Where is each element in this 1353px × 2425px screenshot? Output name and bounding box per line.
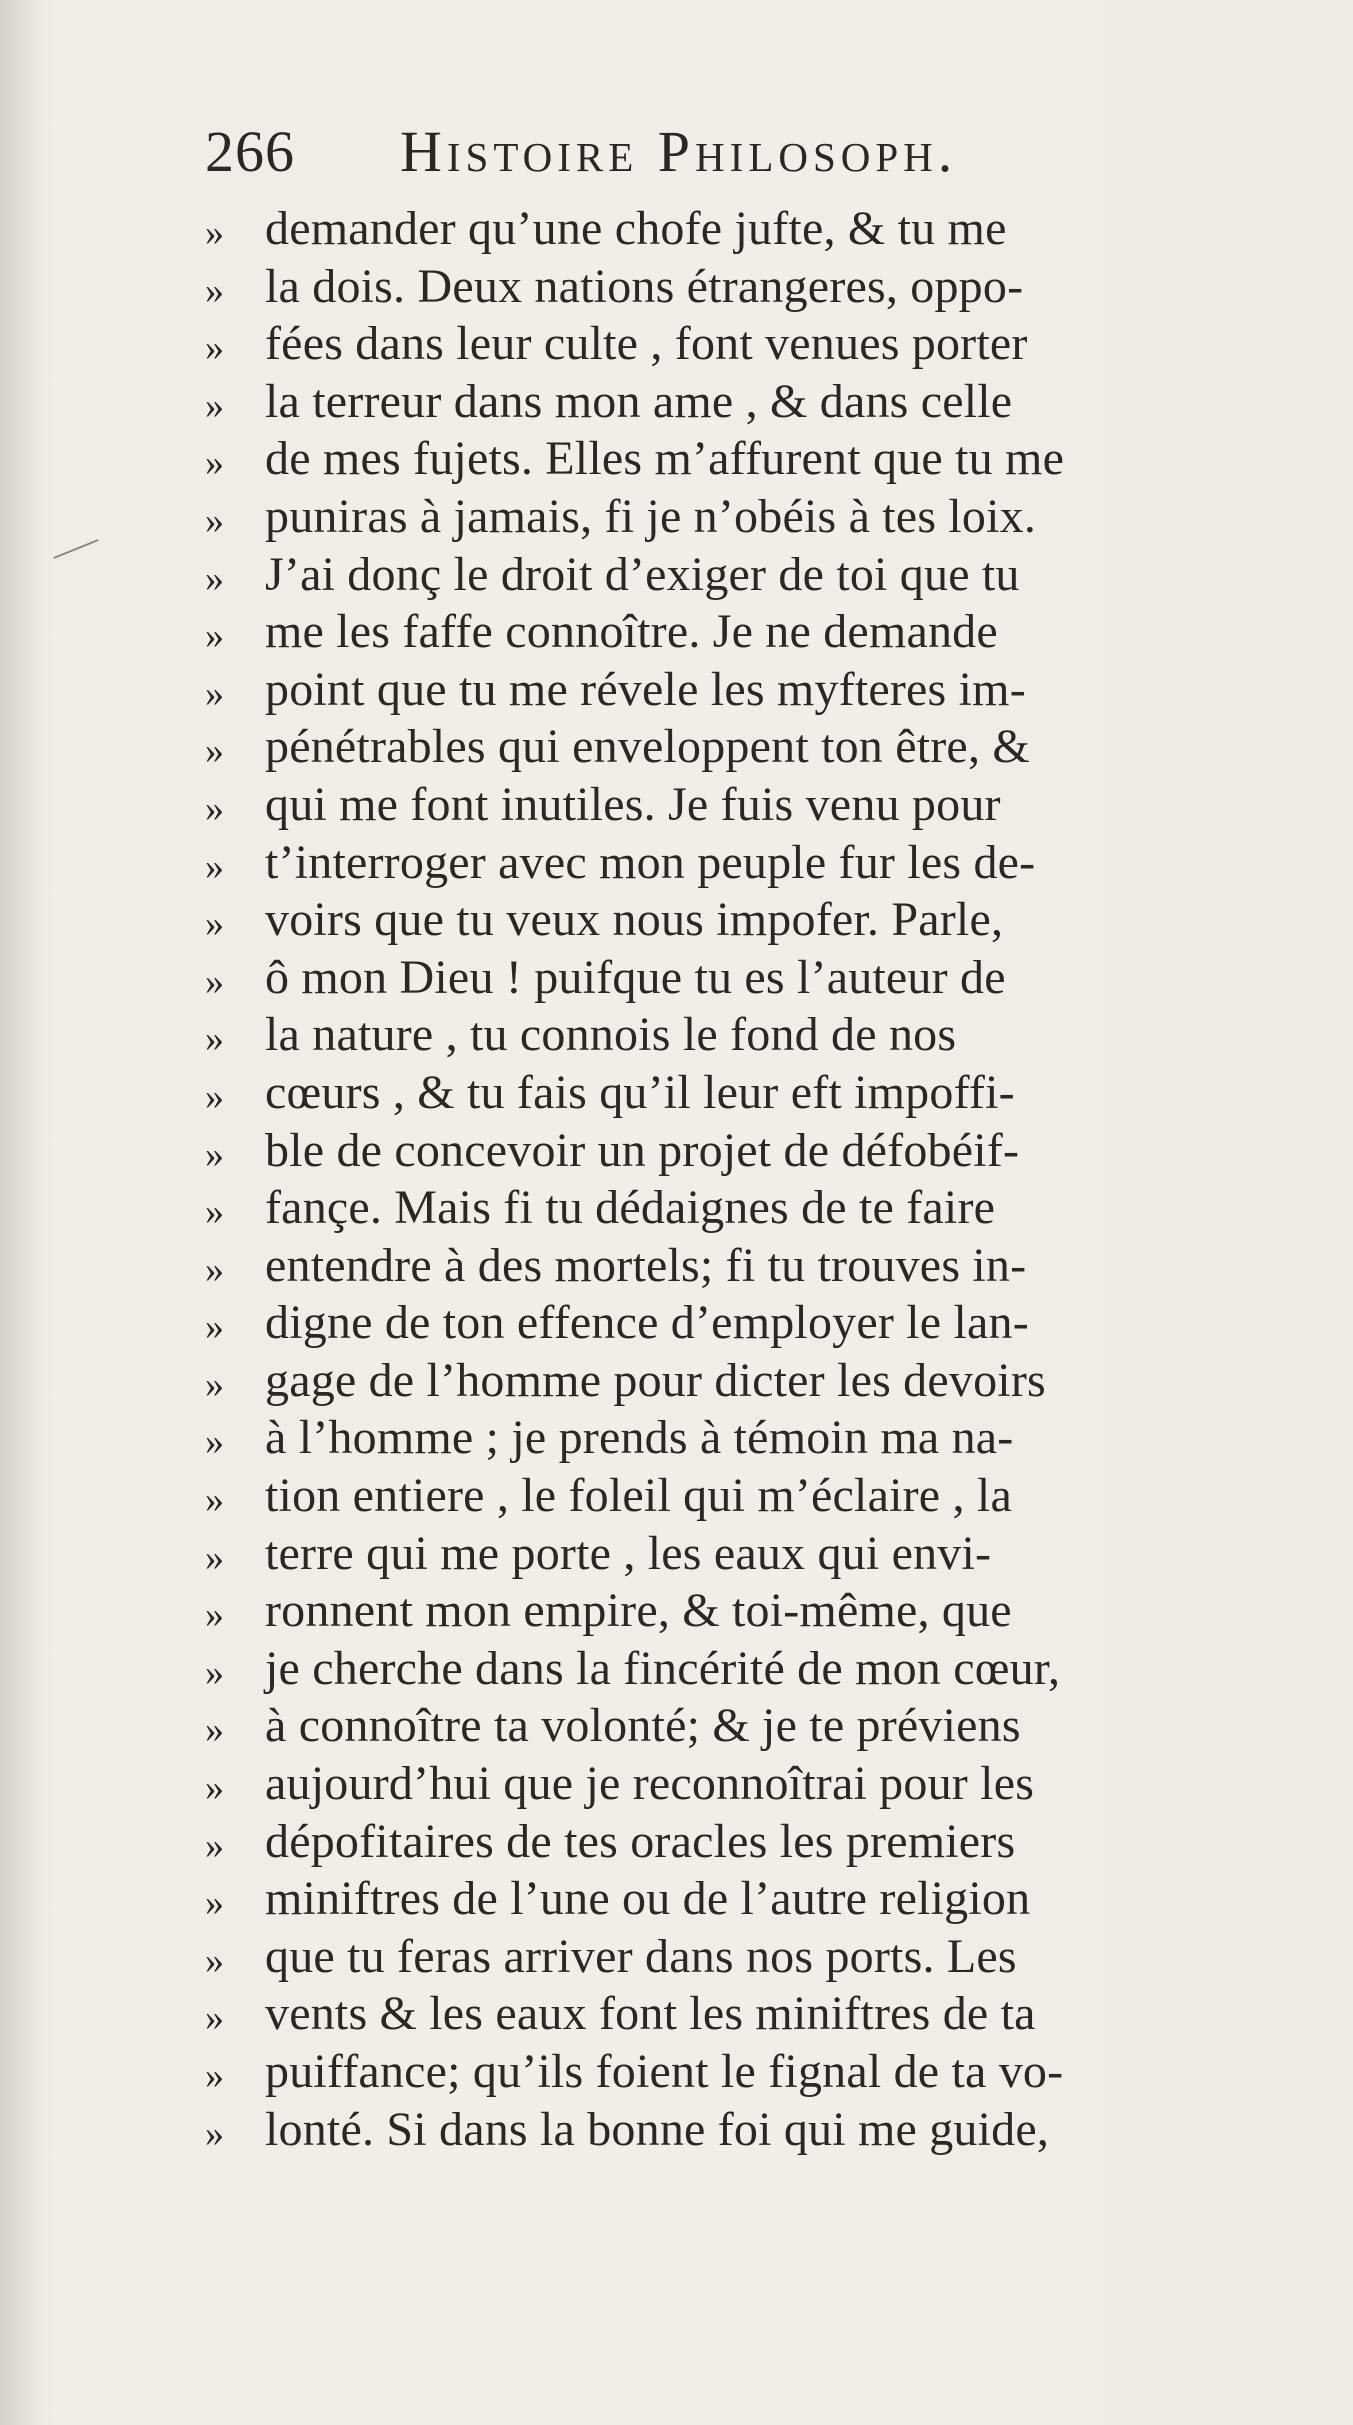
text-line	[205, 315, 1265, 373]
quotation-mark: »	[205, 2055, 224, 2097]
text-line	[205, 430, 1265, 488]
line-text: aujourd’hui que je reconnoîtrai pour les	[265, 1757, 1035, 1811]
quotation-mark: »	[205, 1248, 224, 1291]
line-text: ronnent mon empire, & toi-même, que	[265, 1584, 1012, 1638]
line-text: dépofitaires de tes oracles les premiers	[265, 1814, 1016, 1868]
quotation-mark: »	[205, 1306, 224, 1349]
text-line	[205, 258, 1265, 316]
text-line	[205, 718, 1265, 776]
line-text: ô mon Dieu ! puifque tu es l’auteur de	[265, 950, 1006, 1004]
quotation-mark: »	[205, 730, 224, 773]
text-line	[205, 1237, 1265, 1295]
text-line	[205, 1870, 1265, 1928]
quotation-mark: »	[205, 1767, 224, 1810]
quotation-mark: »	[205, 1479, 224, 1522]
quotation-mark: »	[205, 1133, 224, 1176]
text-line	[205, 1697, 1265, 1755]
text-line	[205, 1064, 1265, 1122]
line-text: point que tu me révele les myfteres im-	[265, 662, 1026, 716]
text-line	[205, 1985, 1265, 2043]
line-text: miniftres de l’une ou de l’autre religion	[265, 1872, 1031, 1926]
text-line	[205, 1179, 1265, 1237]
text-line	[205, 1813, 1265, 1871]
text-line	[205, 1294, 1265, 1352]
line-text: lonté. Si dans la bonne foi qui me guide,	[265, 2102, 1050, 2156]
line-text: tion entiere , le foleil qui m’éclaire , la	[265, 1469, 1012, 1523]
text-line	[205, 834, 1265, 892]
line-text: la terreur dans mon ame , & dans celle	[265, 374, 1013, 428]
line-text: puiffance; qu’ils foient le fignal de ta vo-	[265, 2045, 1064, 2098]
text-line	[205, 1122, 1265, 1180]
line-text: demander qu’une chofe jufte, & tu me	[265, 202, 1007, 255]
page-number: 266	[205, 119, 295, 184]
text-line	[205, 1525, 1265, 1583]
text-line	[205, 1582, 1265, 1640]
line-text: à l’homme ; je prends à témoin ma na-	[265, 1411, 1014, 1465]
line-text: J’ai donç le droit d’exiger de toi que tu	[265, 547, 1020, 601]
line-text: ble de concevoir un projet de défobéif-	[265, 1123, 1020, 1177]
quotation-mark: »	[205, 1997, 224, 2040]
line-text: à connoître ta volonté; & je te préviens	[265, 1699, 1021, 1753]
text-body	[205, 200, 1265, 2158]
running-head: Histoire Philosoph.	[400, 119, 958, 184]
quotation-mark: »	[205, 1421, 224, 1464]
quotation-mark: »	[205, 1939, 224, 1982]
line-text: la dois. Deux nations étrangeres, oppo-	[265, 259, 1024, 313]
line-text: gage de l’homme pour dicter les devoirs	[265, 1353, 1046, 1407]
quotation-mark: »	[205, 269, 224, 312]
line-text: je cherche dans la fincérité de mon cœur,	[265, 1641, 1061, 1695]
quotation-mark: »	[205, 615, 224, 658]
gutter-shadow	[0, 0, 40, 2425]
quotation-mark: »	[205, 672, 224, 715]
text-line	[205, 603, 1265, 661]
text-line	[205, 1640, 1265, 1698]
text-line	[205, 1409, 1265, 1467]
text-line	[205, 776, 1265, 834]
quotation-mark: »	[205, 1882, 224, 1925]
line-text: vents & les eaux font les miniftres de ta	[265, 1987, 1036, 2041]
line-text: puniras à jamais, fi je n’obéis à tes loix.	[265, 489, 1037, 543]
line-text: que tu feras arriver dans nos ports. Les	[265, 1929, 1017, 1983]
page-header	[205, 118, 1205, 198]
line-text: entendre à des mortels; fi tu trouves in-	[265, 1238, 1027, 1292]
text-line	[205, 1467, 1265, 1525]
quotation-mark: »	[205, 1651, 224, 1694]
line-text: voirs que tu veux nous impofer. Parle,	[265, 893, 1004, 947]
line-text: qui me font inutiles. Je fuis venu pour	[265, 777, 1001, 831]
line-text: digne de ton effence d’employer le lan-	[265, 1296, 1029, 1350]
text-line	[205, 949, 1265, 1007]
line-text: de mes fujets. Elles m’affurent que tu me	[265, 432, 1065, 486]
text-line	[205, 2043, 1265, 2101]
text-line	[205, 1006, 1265, 1064]
text-line	[205, 1352, 1265, 1410]
text-line	[205, 488, 1265, 546]
quotation-mark: »	[205, 1191, 224, 1234]
line-text: la nature , tu connois le fond de nos	[265, 1008, 957, 1062]
quotation-mark: »	[205, 327, 224, 370]
quotation-mark: »	[205, 1363, 224, 1406]
quotation-mark: »	[205, 499, 224, 542]
line-text: cœurs , & tu fais qu’il leur eft impoffi-	[265, 1065, 1015, 1119]
quotation-mark: »	[205, 960, 224, 1003]
text-line	[205, 1928, 1265, 1986]
text-line	[205, 1755, 1265, 1813]
quotation-mark: »	[205, 845, 224, 888]
quotation-mark: »	[205, 442, 224, 485]
quotation-mark: »	[205, 1824, 224, 1867]
line-text: pénétrables qui enveloppent ton être, &	[265, 720, 1030, 774]
quotation-mark: »	[205, 1018, 224, 1061]
line-text: terre qui me porte , les eaux qui envi-	[265, 1526, 992, 1580]
text-line	[205, 200, 1265, 258]
quotation-mark: »	[205, 2112, 224, 2155]
line-text: fançe. Mais fi tu dédaignes de te faire	[265, 1181, 996, 1235]
margin-pencil-mark	[53, 539, 98, 559]
quotation-mark: »	[205, 1594, 224, 1637]
quotation-mark: »	[205, 384, 224, 427]
quotation-mark: »	[205, 1075, 224, 1118]
quotation-mark: »	[205, 787, 224, 830]
quotation-mark: »	[205, 1536, 224, 1579]
line-text: t’interroger avec mon peuple fur les de-	[265, 835, 1036, 889]
text-line	[205, 891, 1265, 949]
quotation-mark: »	[205, 557, 224, 600]
text-line	[205, 661, 1265, 719]
quotation-mark: »	[205, 212, 224, 254]
text-line	[205, 373, 1265, 431]
line-text: fées dans leur culte , font venues porter	[265, 317, 1028, 371]
line-text: me les faffe connoître. Je ne demande	[265, 605, 998, 659]
quotation-mark: »	[205, 1709, 224, 1752]
text-line	[205, 546, 1265, 604]
quotation-mark: »	[205, 903, 224, 946]
text-line	[205, 2101, 1265, 2159]
